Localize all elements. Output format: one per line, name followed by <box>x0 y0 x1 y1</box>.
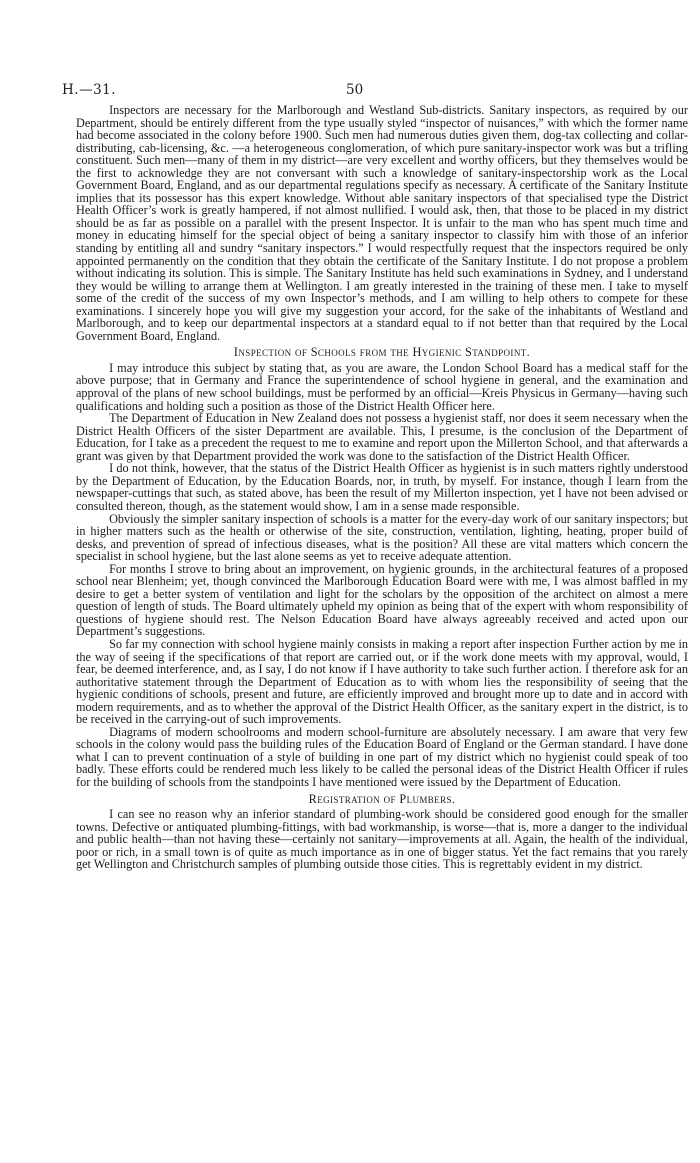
document-body <box>76 104 688 871</box>
schools-paragraph: Obviously the simpler sanitary inspection of schools is a matter for the every-day work of our sanitary inspectors; but in higher matters such as the health or otherwise of the site, construction, ventilation, lighting, heating, proper build of desks, and prevention of spread of infectious diseases, what is the position? All these are vital matters which concern the specialist in school hygiene, but the last alone seems as yet to receive adequate attention. <box>76 511 688 564</box>
intro-paragraph: Inspectors are necessary for the Marlborough and Westland Sub-districts. Sanitary inspectors, as required by our Department, should be entirely different from the type usually styled “inspector of nuisances,” with which the former name had become associated in the colony before 1900. Such men had numerous duties given them, dog-tax collecting and collar-distributing, cab-licensing, &c. —a heterogeneous conglomeration, of which pure sanitary-inspector work was but a trifling constituent. Such men—many of them in my district—are very excellent and worthy officers, but they themselves would be the first to acknowledge they are not conversant with such a knowledge of sanitary-inspectorship work as the Local Government Board, England, and as our departmental regulations specify as necessary. A certificate of the Sanitary Institute implies that its possessor has this expert knowledge. Without able sanitary inspectors of that specialised type the District Health Officer’s work is greatly hampered, if not almost nullified. I would ask, then, that those to be placed in my district should be as far as possible on a parallel with the present Inspector. It is unfair to the man who has spent much time and money in educating himself for the special object of being a sanitary inspector to classify him with those of an inferior standing by entitling all and sundry “sanitary inspectors.” I would respectfully request that the inspectors required be only appointed permanently on the condition that they obtain the certificate of the Sanitary Institute. I do not propose a problem without indicating its solution. This is simple. The Sanitary Institute has held such examinations in Sydney, and I understand they would be willing to arrange them at Wellington. I am greatly interested in the training of these men. I take to myself some of the credit of the success of my own Inspector’s methods, and I am willing to help others to compete for these examinations. I sincerely hope you will give my suggestion your accord, for the sake of the inhabitants of Westland and Marlborough, and to keep our departmental inspectors at a standard equal to if not better than that required by the Local Government Board, England. <box>76 103 688 343</box>
plumbers-paragraph: I can see no reason why an inferior standard of plumbing-work should be considered good enough for the smaller towns. Defective or antiquated plumbing-fittings, with bad workmanship, is worse—that is, more a danger to the individual and public health—than not having these—certainly not sanitary—improvements at all. Again, the health of the individual, poor or rich, in a small town is of quite as much importance as in one of bigger status. Yet the fact remains that you rarely get Wellington and Christchurch samples of plumbing outside those cities. This is regrettably evident in my district. <box>76 807 688 872</box>
schools-paragraph: The Department of Education in New Zealand does not possess a hygienist staff, nor does it seem necessary when the District Health Officers of the sister Department are available. This, I presume, is the conclusion of the Department of Education, for I take as a precedent the request to me to examine and report upon the Millerton School, and that afterwards a grant was given by that Department provided the work was done to the satisfaction of the District Health Officer. <box>76 411 688 463</box>
section-heading-schools: Inspection of Schools from the Hygienic Standpoint. <box>233 345 531 360</box>
section-heading-plumbers: Registration of Plumbers. <box>308 791 456 806</box>
schools-paragraph: I do not think, however, that the status of the District Health Officer as hygienist is in such matters rightly understood by the Department of Education, by the Education Boards, nor, in truth, by myself. For instance, though I learn from the newspaper-cuttings that such, as stated above, has been the result of my Millerton inspection, yet I have not been advised or consulted thereon, though, as the statement would show, I am in a sense made responsible. <box>76 461 688 513</box>
schools-paragraph: So far my connection with school hygiene mainly consists in making a report after inspection Further action by me in the way of seeing if the specifications of that report are carried out, or if the work done meets with my approval, would, I fear, be deemed interference, and, as I say, I do not know if I have authority to take such further action. I therefore ask for an authoritative statement through the Department of Education as to with whom lies the responsibility of seeing that the hygienic conditions of schools, present and future, are efficiently improved and brought more up to date and in accord with modern requirements, and as to whether the approval of the District Health Officer, as the sanitary expert in the district, is to be received in the carrying-out of such improvements. <box>76 636 688 727</box>
schools-paragraph: For months I strove to bring about an improvement, on hygienic grounds, in the architectural features of a proposed school near Blenheim; yet, though convinced the Marlborough Education Board were with me, I was almost baffled in my desire to get a better system of ventilation and light for the scholars by the opposition of the architect on almost a mere question of length of studs. The Board ultimately upheld my opinion as being that of the expert with whom responsibility of questions of hygiene should rest. The Nelson Education Board have always agreeably received and acted upon our Department’s suggestions. <box>76 561 688 639</box>
page-reference: H.—31. <box>62 82 117 98</box>
schools-paragraph: Diagrams of modern schoolrooms and modern school-furniture are absolutely necessary. I am aware that very few schools in the colony would pass the building rules of the Education Board of England or the German standard. I have done what I can to prevent continuation of a style of building in one part of my district which no hygienist could speak of too badly. These efforts could be rendered much less likely to be called the personal ideas of the District Health Officer if rules for the building of schools from the standpoints I have mentioned were issued by the Department of Education. <box>76 724 688 789</box>
page-number: 50 <box>346 82 364 98</box>
schools-paragraph: I may introduce this subject by stating that, as you are aware, the London School Board has a medical staff for the above purpose; that in Germany and France the superintendence of school hygiene in general, and the examination and approval of the plans of new school buildings, must be performed by an official—Kreis Physicus in Germany—having such qualifications and holding such a position as those of the District Health Officer here. <box>76 360 688 413</box>
